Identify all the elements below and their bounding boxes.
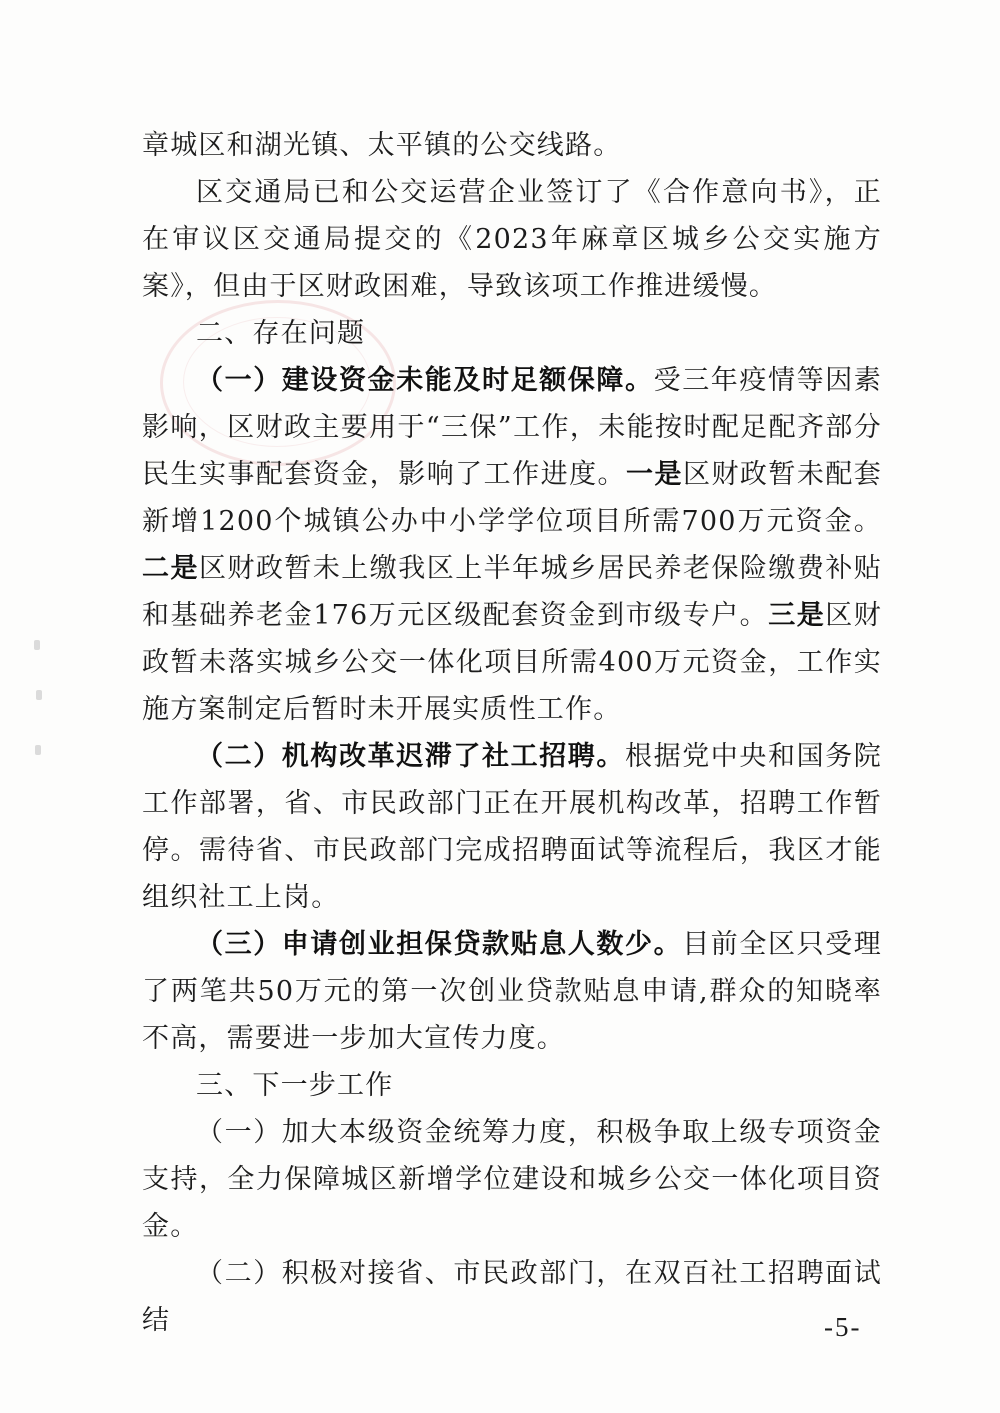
paragraph-continuation: 章城区和湖光镇、太平镇的公交线路。: [142, 130, 622, 161]
margin-mark: [34, 640, 40, 650]
emphasis-second: 二是: [142, 553, 199, 584]
text-segment: 受三年疫情等因素影响，区财政主要用于“三保”工作，未能按时配足配齐部分民生实事配套资金，影响了工作进度。: [142, 365, 882, 490]
document-body: [142, 122, 882, 1344]
margin-mark: [36, 690, 42, 700]
text-segment: 目前全区只受理了两笔共50万元的第一次创业贷款贴息申请,群众的知晓率不高，需要进一步加大宣传力度。: [142, 929, 882, 1054]
text-segment: 根据党中央和国务院工作部署，省、市民政部门正在开展机构改革，招聘工作暂停。需待省、市民政部门完成招聘面试等流程后，我区才能组织社工上岗。: [142, 741, 882, 913]
paragraph-next-step-one: （一）加大本级资金统筹力度，积极争取上级专项资金支持，全力保障城区新增学位建设和城乡公交一体化项目资金。: [142, 1117, 882, 1242]
emphasis-first: 一是: [626, 459, 683, 490]
paragraph-next-step-two: （二）积极对接省、市民政部门，在双百社工招聘面试结: [142, 1258, 882, 1336]
paragraph-funding-issue: [142, 357, 882, 733]
paragraph-loan-subsidy-issue: [142, 921, 882, 1062]
emphasis-third: 三是: [768, 600, 826, 631]
margin-mark: [35, 745, 41, 755]
page-number: -5-: [824, 1312, 862, 1342]
text-segment: 区财政暂未配套新增1200个城镇公办中小学学位项目所需700万元资金。: [142, 459, 882, 537]
paragraph-transport-agreement: 区交通局已和公交运营企业签订了《合作意向书》，正在审议区交通局提交的《2023年麻章区城乡公交实施方案》，但由于区财政困难，导致该项工作推进缓慢。: [142, 177, 882, 302]
text-segment: 区财政暂未上缴我区上半年城乡居民养老保险缴费补贴和基础养老金176万元区级配套资金到市级专户。: [142, 553, 882, 631]
section-heading-next-steps: 三、下一步工作: [196, 1070, 394, 1101]
binding-margin-marks: [30, 640, 50, 760]
subheading-loan-subsidy: （三）申请创业担保贷款贴息人数少。: [196, 929, 683, 960]
subheading-funding: （一）建设资金未能及时足额保障。: [196, 365, 654, 396]
subheading-social-worker: （二）机构改革迟滞了社工招聘。: [196, 741, 625, 772]
text-segment: 区财政暂未落实城乡公交一体化项目所需400万元资金，工作实施方案制定后暂时未开展实质性工作。: [142, 600, 883, 725]
paragraph-social-worker-issue: [142, 733, 882, 921]
section-heading-problems: 二、存在问题: [196, 318, 366, 349]
